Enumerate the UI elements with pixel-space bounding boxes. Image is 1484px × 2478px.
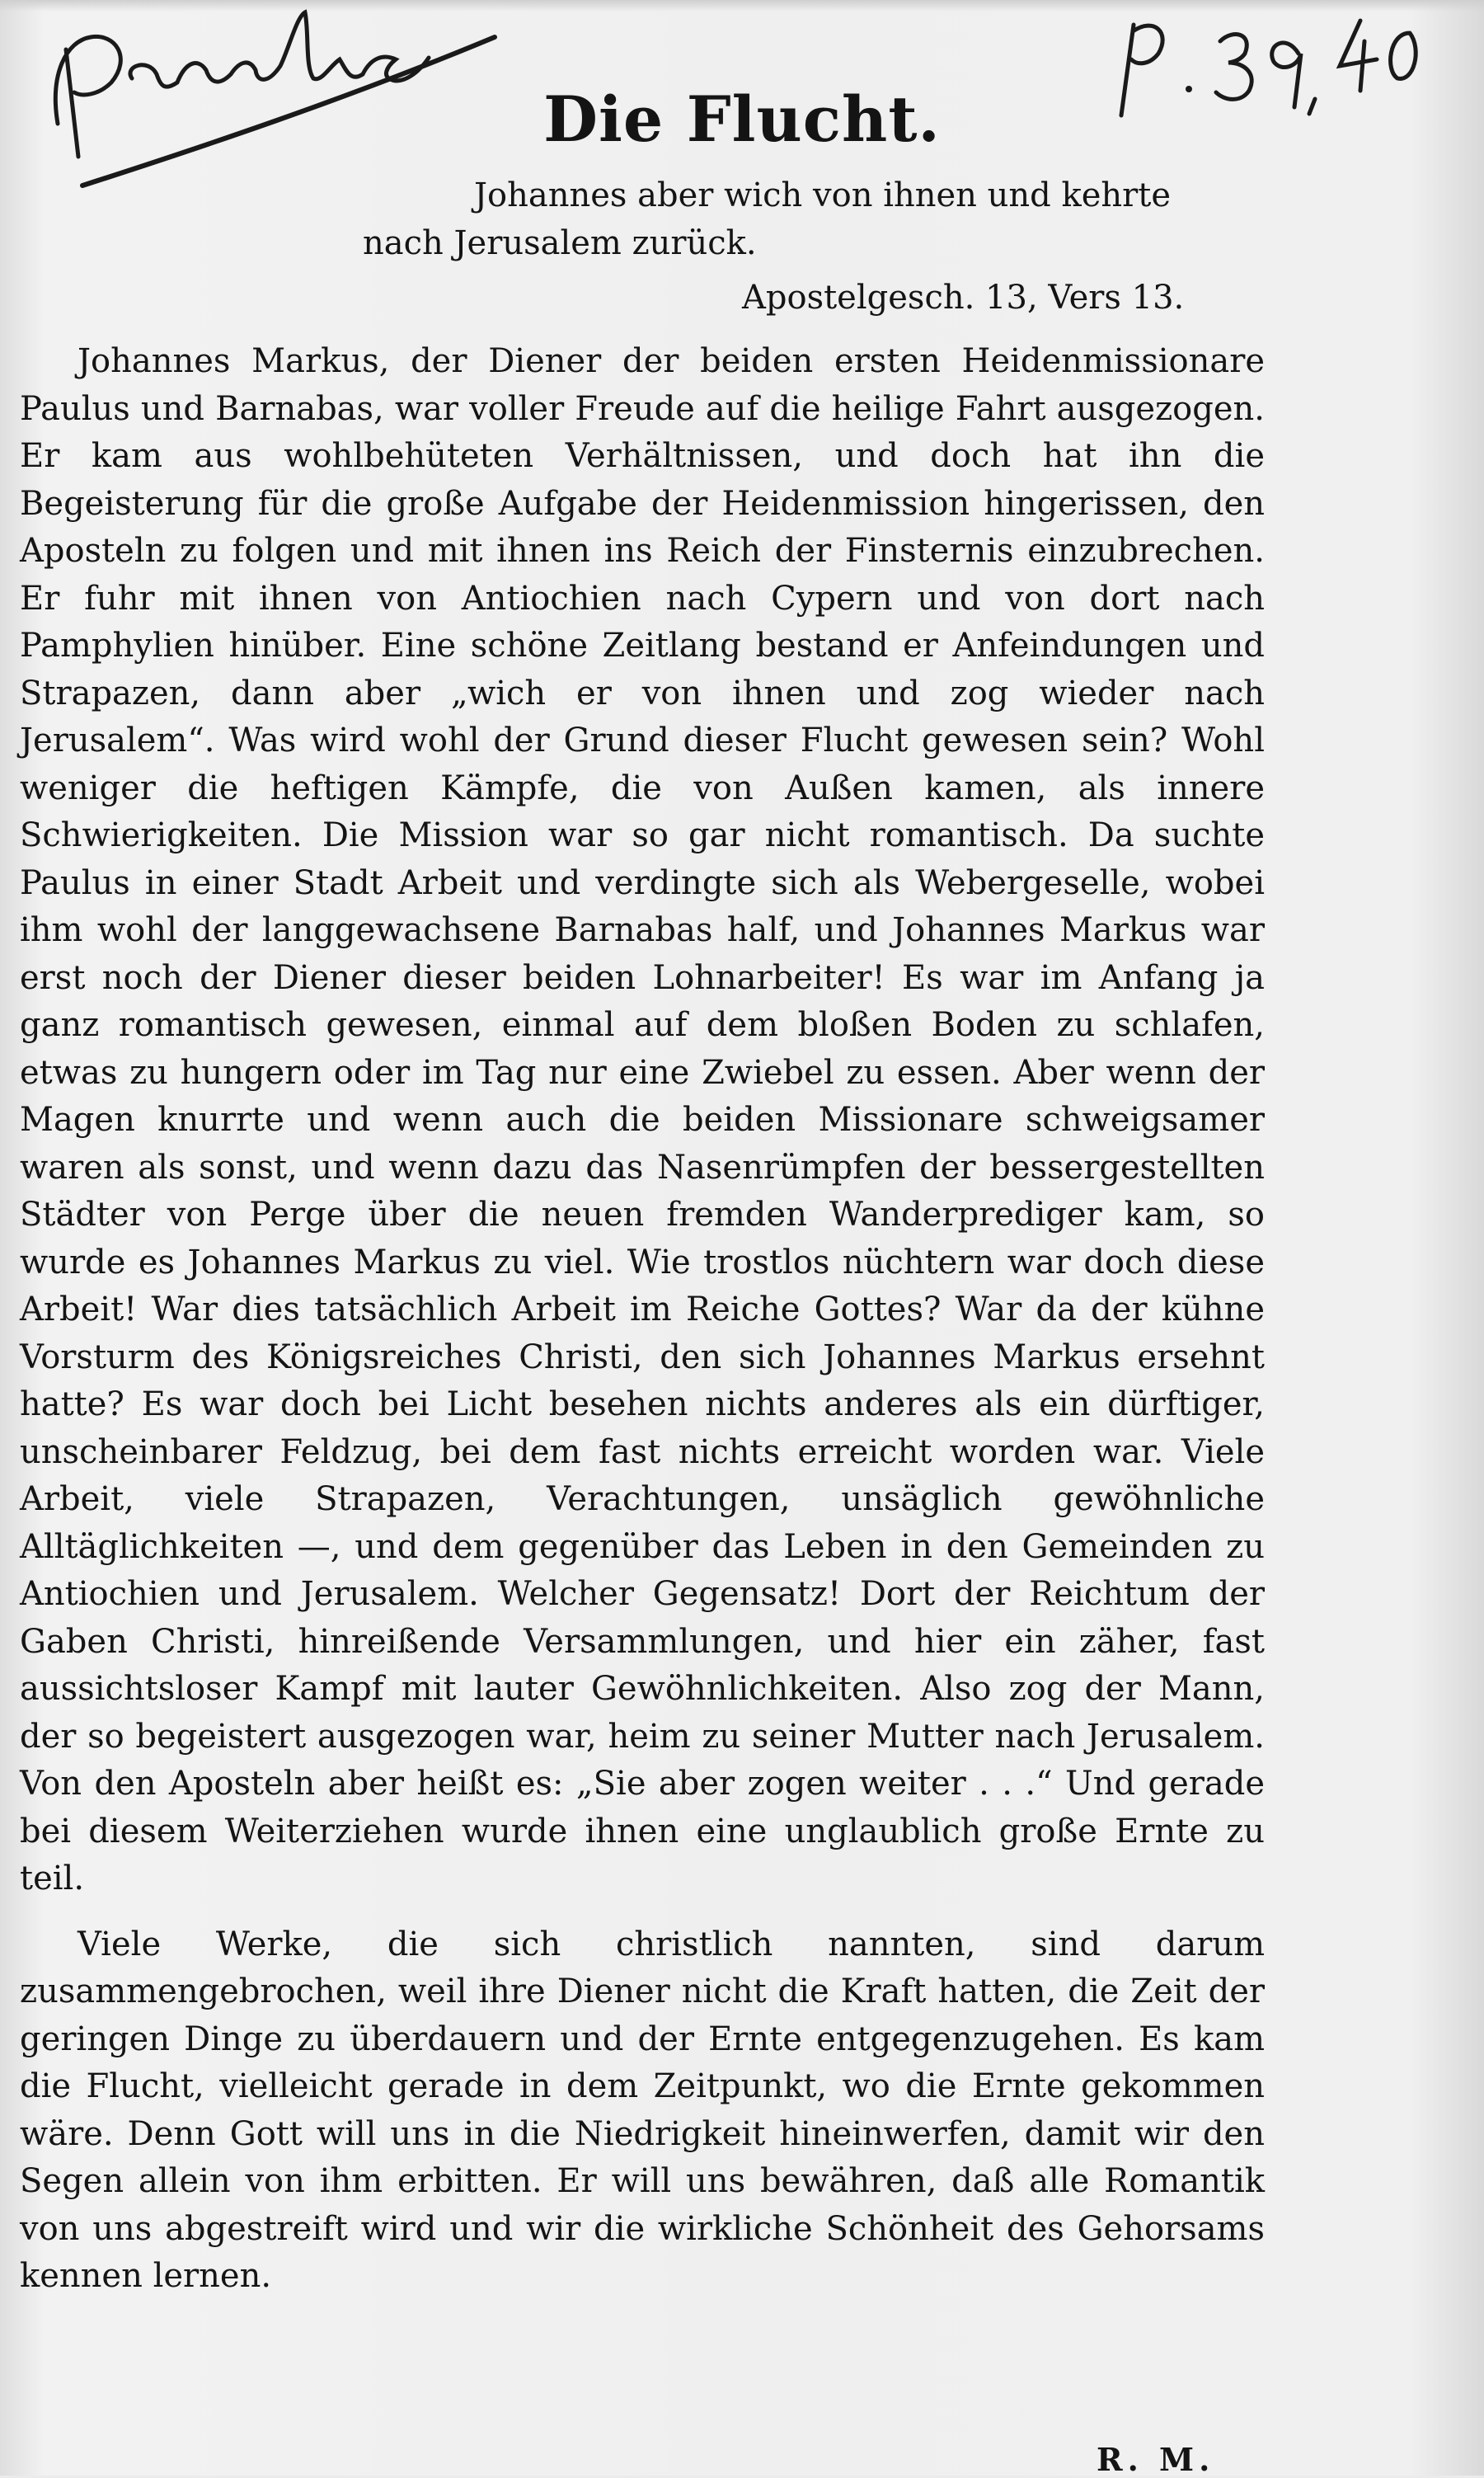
paragraph-1: Johannes Markus, der Diener der beiden ersten Heidenmissionare Paulus und Barnabas, war voller Freude auf die heilige Fahrt ausgezogen. Er kam aus wohlbehüteten Verhältnissen, und doch hat ihn die Begeisterung für die große Aufgabe der Heidenmission hingerissen, den Aposteln zu folgen und mit ihnen ins Reich der Finsternis einzubrechen. Er fuhr mit ihnen von Antiochien nach Cypern und von dort nach Pamphylien hinüber. Eine schöne Zeitlang bestand er Anfeindungen und Strapazen, dann aber „wich er von ihnen und zog wieder nach Jerusalem“. Was wird wohl der Grund dieser Flucht gewesen sein? Wohl weniger die heftigen Kämpfe, die von Außen kamen, als innere Schwierigkeiten. Die Mission war so gar nicht romantisch. Da suchte Paulus in einer Stadt Arbeit und verdingte sich als Webergeselle, wobei ihm wohl der langgewachsene Barnabas half, und Johannes Markus war erst noch der Diener dieser beiden Lohnarbeiter! Es war im Anfang ja ganz romantisch gewesen, einmal auf dem bloßen Boden zu schlafen, etwas zu hungern oder im Tag nur eine Zwiebel zu essen. Aber wenn der Magen knurrte und wenn auch die beiden Missionare schweigsamer waren als sonst, und wenn dazu das Nasenrümpfen der bessergestellten Städter von Perge über die neuen fremden Wanderprediger kam, so wurde es Johannes Markus zu viel. Wie trostlos nüchtern war doch diese Arbeit! War dies tatsächlich Arbeit im Reiche Gottes? War da der kühne Vorsturm des Königsreiches Christi, den sich Johannes Markus ersehnt hatte? Es war doch bei Licht besehen nichts anderes als ein dürftiger, unscheinbarer Feldzug, bei dem fast nichts erreicht worden war. Viele Arbeit, viele Strapazen, Verachtungen, unsäglich gewöhnliche Alltäglichkeiten —, und dem gegenüber das Leben in den Gemeinden zu Antiochien und Jerusalem. Welcher Gegensatz! Dort der Reichtum der Gaben Christi, hinreißende Versammlungen, und hier ein zäher, fast aussichtsloser Kampf mit lauter Gewöhnlichkeiten. Also zog der Mann, der so begeistert ausgezogen war, heim zu seiner Mutter nach Jerusalem. Von den Aposteln aber heißt es: „Sie aber zogen weiter . . .“ Und gerade bei diesem Weiterziehen wurde ihnen eine unglaublich große Ernte zu teil.: [20, 342, 1265, 1897]
epigraph-line-1: Johannes aber wich von ihnen und kehrte: [474, 176, 1172, 214]
epigraph-line-2: nach Jerusalem zurück.: [363, 224, 757, 262]
paragraph-2: Viele Werke, die sich christlich nannten, sind darum zusammengebrochen, weil ihre Diener nicht die Kraft hatten, die Zeit der geringen Dinge zu überdauern und der Ernte entgegenzugehen. Es kam die Flucht, vielleicht gerade in dem Zeitpunkt, wo die Ernte gekommen wäre. Denn Gott will uns in die Niedrigkeit hineinwerfen, damit wir den Segen allein von ihm erbitten. Er will uns bewähren, daß alle Romantik von uns abgestreift wird und wir die wirkliche Schönheit des Gehorsams kennen lernen.: [20, 1925, 1265, 2295]
author-signature: R. M.: [1097, 2441, 1215, 2478]
article-title: Die Flucht.: [543, 82, 941, 156]
article-body: [20, 338, 1265, 2301]
epigraph: [363, 172, 1286, 267]
bible-reference: Apostelgesch. 13, Vers 13.: [742, 279, 1185, 317]
